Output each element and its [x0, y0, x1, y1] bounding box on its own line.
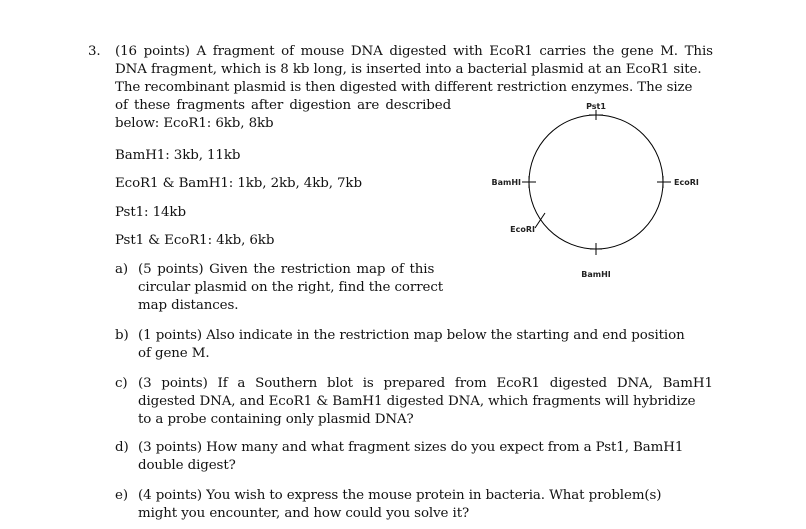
part-b-line-2: of gene M.: [138, 346, 210, 361]
part-c-line-3: to a probe containing only plasmid DNA?: [138, 412, 414, 427]
intro-line-5: below: EcoR1: 6kb, 8kb: [115, 116, 274, 131]
part-c-label: c): [115, 376, 128, 391]
part-d-line-1: (3 points) How many and what fragment sizes do you expect from a Pst1, BamH1: [138, 440, 684, 455]
part-d-label: d): [115, 440, 129, 455]
part-e-line-1: (4 points) You wish to express the mouse protein in bacteria. What problem(s): [138, 488, 662, 503]
ecori-right-label: EcoRI: [674, 178, 699, 187]
part-b-line-1: (1 points) Also indicate in the restriction map below the starting and end position: [138, 328, 685, 343]
digest-bamh1: BamH1: 3kb, 11kb: [115, 148, 241, 163]
pst1-label: Pst1: [586, 102, 606, 111]
digest-ecor1-bamh1: EcoR1 & BamH1: 1kb, 2kb, 4kb, 7kb: [115, 176, 362, 191]
ecori-lower-label: EcoRI: [510, 225, 535, 234]
part-a-label: a): [115, 262, 129, 277]
bamhi-left-label: BamHI: [491, 178, 521, 187]
part-c-line-1: (3 points) If a Southern blot is prepared from EcoR1 digested DNA, BamH1: [138, 376, 713, 391]
intro-line-2: DNA fragment, which is 8 kb long, is inserted into a bacterial plasmid at an EcoR1 site.: [115, 62, 702, 77]
part-a-line-3: map distances.: [138, 298, 239, 313]
part-a-line-1: (5 points) Given the restriction map of this: [138, 262, 435, 277]
part-e-line-2: might you encounter, and how could you solve it?: [138, 506, 470, 521]
digest-pst1: Pst1: 14kb: [115, 205, 186, 220]
part-b-label: b): [115, 328, 129, 343]
part-d-line-2: double digest?: [138, 458, 236, 473]
plasmid-circle: [529, 115, 663, 249]
part-a-line-2: circular plasmid on the right, find the correct: [138, 280, 443, 295]
ecori-lower-site-tick: [535, 213, 545, 228]
part-c-line-2: digested DNA, and EcoR1 & BamH1 digested DNA, which fragments will hybridize: [138, 394, 696, 409]
intro-line-3: The recombinant plasmid is then digested with different restriction enzymes. The size: [115, 80, 693, 95]
part-e-label: e): [115, 488, 128, 503]
bamhi-bottom-label: BamHI: [581, 270, 611, 279]
question-number: 3.: [88, 44, 101, 59]
intro-line-1: (16 points) A fragment of mouse DNA digested with EcoR1 carries the gene M. This: [115, 44, 713, 59]
digest-pst1-ecor1: Pst1 & EcoR1: 4kb, 6kb: [115, 233, 275, 248]
plasmid-restriction-map: [470, 100, 720, 290]
intro-line-4: of these fragments after digestion are described: [115, 98, 452, 113]
